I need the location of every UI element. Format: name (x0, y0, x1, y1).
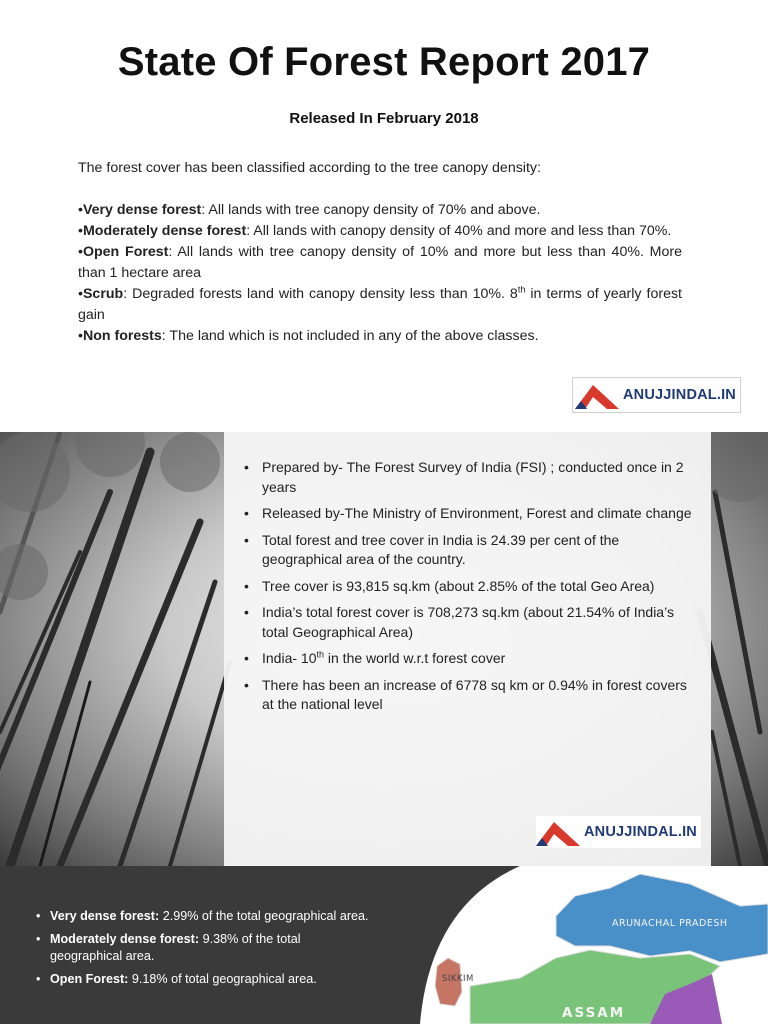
fact-text: India- 10 (262, 650, 317, 666)
fact-text: Tree cover is 93,815 sq.km (about 2.85% of the total Geo Area) (262, 577, 655, 594)
class-term: Moderately dense forest (82, 223, 247, 239)
fact-text-cont: in the world w.r.t forest cover (324, 650, 506, 666)
density-text: 2.99% of the total geographical area. (159, 909, 369, 923)
brand-logo (572, 377, 741, 413)
ordinal-suffix: th (316, 649, 324, 660)
slide-classification (0, 0, 768, 432)
slide-northeast-density (0, 866, 768, 1024)
logo-text: ANUJJINDAL.IN (623, 387, 736, 403)
classification-text (78, 158, 682, 347)
list-item (262, 676, 692, 715)
class-term: Scrub (82, 286, 124, 302)
northeast-india-map (0, 866, 768, 1024)
list-item (262, 577, 692, 597)
class-description: : All lands with tree canopy density of 70% and above. (201, 202, 541, 218)
class-description: : Degraded forests land with canopy density less than 10%. 8 (123, 286, 518, 302)
density-text: 9.18% of total geographical area. (128, 971, 317, 986)
ordinal-suffix: th (517, 284, 526, 295)
subtitle: Released In February 2018 (289, 110, 479, 127)
class-non-forest: •Non forests: The land which is not included in any of the above classes. (78, 328, 539, 344)
map-label-assam: ASSAM (562, 1005, 626, 1021)
fact-text: India’s total forest cover is 708,273 sq.km (about 21.54% of India’s total Geographical Area) (262, 604, 674, 640)
class-description: : All lands with tree canopy density of 10% and more but less than 40%. More than 1 hectare area (78, 244, 683, 281)
fact-text: Released by-The Ministry of Environment, Forest and climate change (262, 505, 692, 521)
logo-text: ANUJJINDAL.IN (584, 824, 697, 840)
list-item (262, 504, 692, 524)
density-term: Moderately dense forest: (50, 932, 200, 946)
density-text: 9.38% of the total geographical area. (50, 932, 301, 963)
intro-paragraph: The forest cover has been classified according to the tree canopy density: (78, 160, 541, 176)
list-item (262, 531, 692, 570)
fact-text: Total forest and tree cover in India is 24.39 per cent of the geographical area of the country. (262, 531, 620, 567)
list-item (262, 603, 692, 642)
class-moderately-dense: •Moderately dense forest: All lands with canopy density of 40% and more and less than 70%. (78, 223, 672, 239)
brand-logo (536, 816, 701, 848)
list-item (262, 458, 692, 497)
facts-list (262, 458, 692, 722)
class-term: Open Forest (82, 244, 169, 260)
class-very-dense: •Very dense forest: All lands with tree canopy density of 70% and above. (78, 202, 541, 218)
logo-mark-icon (536, 818, 580, 846)
map-label-arunachal: ARUNACHAL PRADESH (612, 918, 728, 929)
density-term: Open Forest: (50, 971, 129, 986)
class-description: : All lands with canopy density of 40% and more and less than 70%. (246, 223, 672, 239)
fact-text: Prepared by- The Forest Survey of India (FSI) ; conducted once in 2 years (262, 459, 684, 495)
map-label-sikkim: SIKKIM (442, 974, 474, 984)
class-scrub: •Scrub: Degraded forests land with canopy density less than 10%. 8th in terms of yearly forest gain (78, 284, 682, 323)
fact-text: There has been an increase of 6778 sq km or 0.94% in forest covers at the national level (262, 676, 687, 712)
class-term: Very dense forest (82, 202, 202, 218)
class-description-cont: in terms of yearly forest gain (78, 286, 682, 323)
density-term: Very dense forest: (50, 909, 160, 923)
slide-key-facts (0, 432, 768, 866)
page-title: State Of Forest Report 2017 (117, 40, 651, 84)
class-open-forest: •Open Forest: All lands with tree canopy density of 10% and more but less than 40%. More than 1 hectare area (78, 244, 683, 281)
logo-mark-icon (575, 381, 619, 409)
class-description: : The land which is not included in any of the above classes. (161, 328, 539, 344)
list-item (262, 649, 692, 669)
class-term: Non forests (82, 328, 162, 344)
